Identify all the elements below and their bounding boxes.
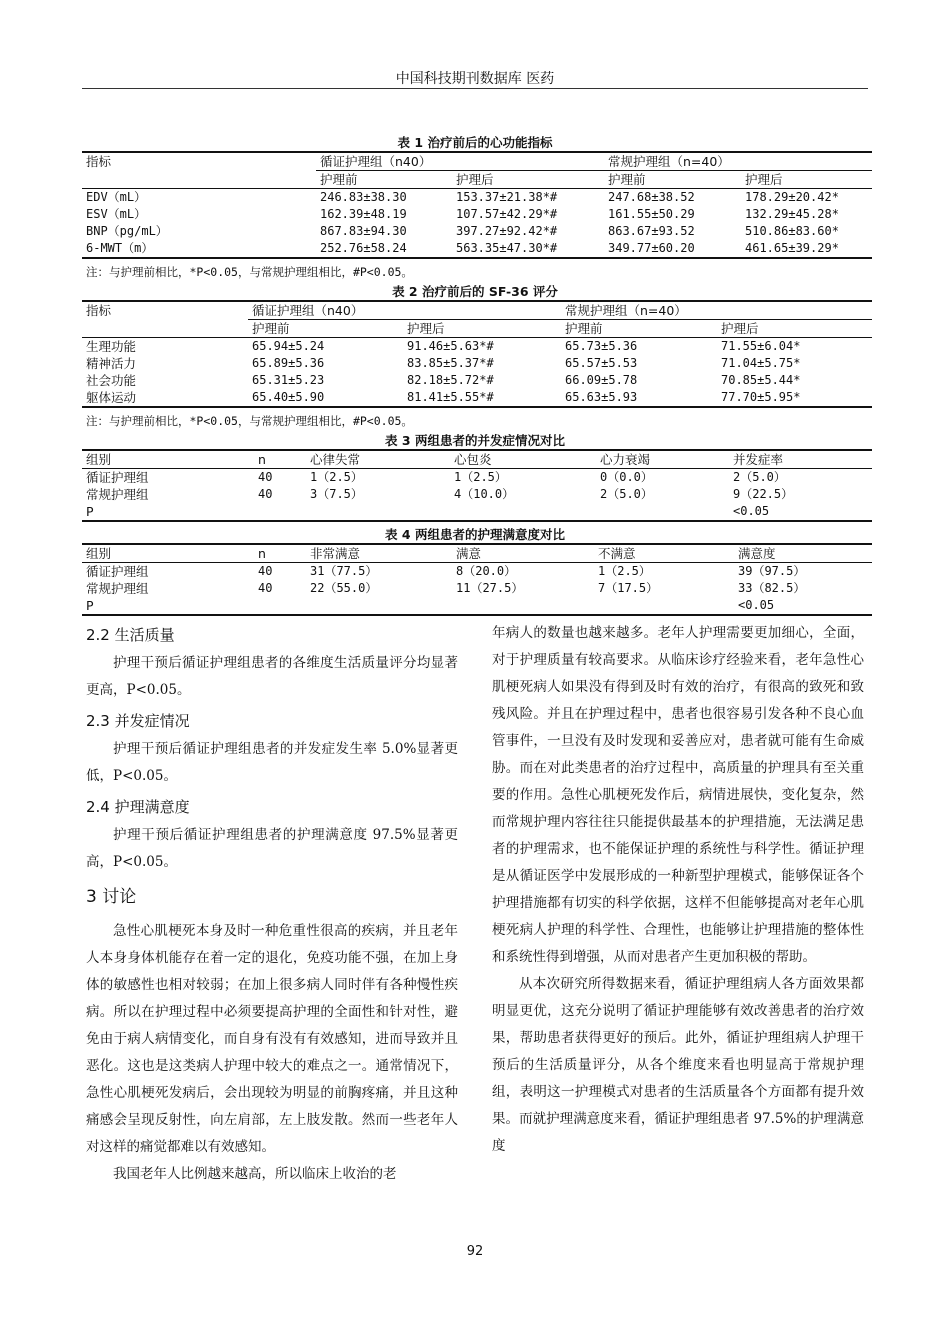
table4-header: n [254, 544, 306, 563]
table-cell: EDV（mL） [86, 190, 147, 204]
table2-header-group-b: 常规护理组（n=40） [561, 301, 872, 320]
table3-header: 心力衰竭 [596, 450, 729, 469]
table-cell: 33（82.5） [738, 581, 806, 595]
table-cell: 65.89±5.36 [252, 356, 325, 370]
table-cell: 510.86±83.60* [745, 224, 839, 238]
page-number: 92 [466, 1244, 484, 1259]
table-cell: 常规护理组 [86, 581, 149, 596]
table-cell: 70.85±5.44* [721, 373, 801, 387]
table-cell: 83.85±5.37*# [407, 356, 494, 370]
table-cell: 精神活力 [86, 356, 137, 371]
table2 [82, 300, 872, 408]
table-cell: <0.05 [729, 503, 872, 521]
table2-header-before-b: 护理前 [561, 320, 717, 338]
table-cell: 65.63±5.93 [561, 389, 717, 407]
table-cell: 1（2.5） [310, 470, 363, 484]
table-cell: 40 [258, 487, 273, 501]
section-2-3-text: 护理干预后循证护理组患者的并发症发生率 5.0%显著更低，P<0.05。 [86, 741, 458, 784]
table-cell: 4（10.0） [454, 487, 515, 501]
table-row [82, 240, 872, 258]
table3-header: n [254, 450, 306, 469]
table-cell: 65.94±5.24 [252, 339, 325, 353]
table4-header: 非常满意 [306, 544, 452, 563]
section-2-2-title: 2.2 生活质量 [86, 626, 175, 644]
table1-header-indicator: 指标 [82, 152, 316, 171]
table-cell: 461.65±39.29* [741, 240, 872, 258]
table-cell [596, 503, 729, 521]
table-cell [306, 597, 452, 615]
section-2-4-title: 2.4 护理满意度 [86, 798, 190, 816]
table-cell: 397.27±92.42*# [456, 224, 558, 238]
table4-caption: 表 4 两组患者的护理满意度对比 [385, 527, 565, 542]
table-cell: 91.46±5.63*# [407, 339, 494, 353]
table-cell: 66.09±5.78 [565, 373, 638, 387]
table-cell: 39（97.5） [738, 564, 806, 578]
table-cell: 77.70±5.95* [717, 389, 872, 407]
table-cell: 1（2.5） [598, 564, 651, 578]
table1-header-group-a: 循证护理组（n40） [316, 152, 604, 171]
table-cell: 107.57±42.29*# [456, 207, 558, 221]
table-row [82, 389, 872, 407]
table3-header: 心包炎 [450, 450, 596, 469]
table-cell: BNP（pg/mL） [86, 224, 168, 238]
table-cell: 躯体运动 [82, 389, 248, 407]
table2-header-group-a: 循证护理组（n40） [248, 301, 561, 320]
table2-header-after-b: 护理后 [717, 320, 872, 338]
section-2-3-title: 2.3 并发症情况 [86, 712, 190, 730]
table2-header-before-a: 护理前 [248, 320, 403, 338]
table-row [82, 486, 872, 503]
table-cell: 867.83±94.30 [320, 224, 407, 238]
table-row [82, 206, 872, 223]
table-cell: 153.37±21.38*# [456, 190, 558, 204]
table-cell: 40 [258, 581, 273, 595]
table4-header: 不满意 [594, 544, 734, 563]
table-cell: 9（22.5） [733, 487, 794, 501]
table-cell [452, 597, 594, 615]
table-cell: 循证护理组 [86, 564, 149, 579]
table1-header-group-b: 常规护理组（n=40） [604, 152, 872, 171]
table-cell: P [82, 503, 254, 521]
table-row [82, 503, 872, 521]
table-row [82, 189, 872, 207]
table-cell: 161.55±50.29 [608, 207, 695, 221]
table-cell: 65.31±5.23 [252, 373, 325, 387]
table-cell: 6-MWT（m） [82, 240, 316, 258]
table3-header: 心律失常 [306, 450, 450, 469]
table-cell: 2（5.0） [600, 487, 653, 501]
table1 [82, 151, 872, 259]
table-cell: 247.68±38.52 [608, 190, 695, 204]
discussion-paragraph-3: 从本次研究所得数据来看，循证护理组病人各方面效果都明显更优，这充分说明了循证护理能够有效改善患者的治疗效果，帮助患者获得更好的预后。此外，循证护理组病人护理干预后的生活质量评分，从各个维度来看也明显高于常规护理组，表明这一护理模式对患者的生活质量各个方面都有提升效果。而就护理满意度来看，循证护理组患者 97.5%的护理满意度 [492, 976, 864, 1154]
table-cell: 31（77.5） [310, 564, 378, 578]
table-row [82, 223, 872, 240]
table-row [82, 563, 872, 581]
table-cell: 246.83±38.30 [320, 190, 407, 204]
discussion-paragraph-2-cont: 年病人的数量也越来越多。老年人护理需要更加细心，全面，对于护理质量有较高要求。从临床诊疗经验来看，老年急性心肌梗死病人如果没有得到及时有效的治疗，有很高的致死和致残风险。并且在护理过程中，患者也很容易引发各种不良心血管事件，一旦没有及时发现和妥善应对，患者就可能有生命威胁。而在对此类患者的治疗过程中，高质量的护理具有至关重要的作用。急性心肌梗死发作后，病情进展快，变化复杂，然而常规护理内容往往只能提供最基本的护理措施，无法满足患者的护理需求，也不能保证护理的系统性与科学性。循证护理是从循证医学中发展形成的一种新型护理模式，能够保证各个护理措施都有切实的科学依据，这样不但能够提高对老年心肌梗死病人护理的科学性、合理性，也能够让护理措施的整体性和系统性得到增强，从而对患者产生更加积极的帮助。 [492, 625, 864, 965]
table-cell: 65.73±5.36 [565, 339, 638, 353]
table-cell: 863.67±93.52 [608, 224, 695, 238]
table1-header-after-a: 护理后 [452, 171, 604, 189]
table-cell: 11（27.5） [456, 581, 524, 595]
table2-caption: 表 2 治疗前后的 SF-36 评分 [392, 284, 558, 299]
left-column [86, 620, 458, 1188]
table-cell: ESV（mL） [86, 207, 147, 221]
table-cell: 生理功能 [86, 339, 137, 354]
table2-header-after-a: 护理后 [403, 320, 561, 338]
table3 [82, 449, 872, 522]
table1-note: 注：与护理前相比，*P<0.05，与常规护理组相比，#P<0.05。 [86, 265, 413, 279]
table-row [82, 372, 872, 389]
table-cell: 132.29±45.28* [745, 207, 839, 221]
table1-header-before-a: 护理前 [316, 171, 452, 189]
table-cell: 3（7.5） [310, 487, 363, 501]
table-cell: 81.41±5.55*# [403, 389, 561, 407]
table-cell: 252.76±58.24 [316, 240, 452, 258]
table-cell [306, 503, 450, 521]
table-cell: 40 [258, 470, 273, 484]
table1-header-before-b: 护理前 [604, 171, 741, 189]
table-row [82, 469, 872, 487]
table4-header: 组别 [82, 544, 254, 563]
table-row [82, 580, 872, 597]
header-rule [82, 88, 868, 89]
table-row [82, 355, 872, 372]
table4 [82, 543, 872, 616]
table3-header: 组别 [82, 450, 254, 469]
table4-header: 满意度 [734, 544, 872, 563]
table-cell: 1（2.5） [454, 470, 507, 484]
right-column [492, 620, 864, 1160]
table-cell: 7（17.5） [598, 581, 659, 595]
table-cell: 563.35±47.30*# [452, 240, 604, 258]
table-cell [594, 597, 734, 615]
table4-header: 满意 [452, 544, 594, 563]
table-cell: 65.57±5.53 [565, 356, 638, 370]
table1-header-after-b: 护理后 [741, 171, 872, 189]
section-2-4-text: 护理干预后循证护理组患者的护理满意度 97.5%显著更高，P<0.05。 [86, 827, 458, 870]
table-cell: P [82, 597, 254, 615]
discussion-paragraph-1: 急性心肌梗死本身及时一种危重性很高的疾病，并且老年人本身身体机能存在着一定的退化，免疫功能不强，在加上身体的敏感性也相对较弱；在加上很多病人同时伴有各种慢性疾病。所以在护理过程中必须要提高护理的全面性和针对性，避免由于病人病情变化，而自身有没有有效感知，进而导致并且恶化。这也是这类病人护理中较大的难点之一。通常情况下，急性心肌梗死发病后，会出现较为明显的前胸疼痛，并且这种痛感会呈现反射性，向左肩部，左上肢发散。然而一些老年人对这样的痛觉都难以有效感知。 [86, 923, 458, 1155]
table2-note: 注：与护理前相比，*P<0.05，与常规护理组相比，#P<0.05。 [86, 414, 413, 428]
table-cell: 循证护理组 [86, 470, 149, 485]
table-cell: 40 [258, 564, 273, 578]
discussion-paragraph-2: 我国老年人比例越来越高，所以临床上收治的老 [113, 1166, 397, 1182]
table-cell: 社会功能 [86, 373, 137, 388]
table-cell [450, 503, 596, 521]
section-3-title: 3 讨论 [86, 887, 137, 907]
table-cell: 162.39±48.19 [320, 207, 407, 221]
table-cell: 22（55.0） [310, 581, 378, 595]
table-row [82, 338, 872, 356]
table-row [82, 597, 872, 615]
table-cell: 常规护理组 [86, 487, 149, 502]
table-cell: 71.04±5.75* [721, 356, 801, 370]
section-2-2-text: 护理干预后循证护理组患者的各维度生活质量评分均显著更高，P<0.05。 [86, 655, 458, 698]
table-cell [254, 503, 306, 521]
table3-caption: 表 3 两组患者的并发症情况对比 [385, 433, 565, 448]
running-header: 中国科技期刊数据库 医药 [395, 71, 555, 87]
table-cell: 71.55±6.04* [721, 339, 801, 353]
table-cell: 349.77±60.20 [604, 240, 741, 258]
table1-caption: 表 1 治疗前后的心功能指标 [397, 135, 553, 150]
table-cell: <0.05 [734, 597, 872, 615]
table-cell: 65.40±5.90 [248, 389, 403, 407]
table2-header-indicator: 指标 [82, 301, 248, 320]
table-cell: 8（20.0） [456, 564, 517, 578]
table-cell: 178.29±20.42* [745, 190, 839, 204]
table-cell: 82.18±5.72*# [407, 373, 494, 387]
table-cell: 2（5.0） [733, 470, 786, 484]
table-cell: 0（0.0） [600, 470, 653, 484]
table3-header: 并发症率 [729, 450, 872, 469]
table-cell [254, 597, 306, 615]
